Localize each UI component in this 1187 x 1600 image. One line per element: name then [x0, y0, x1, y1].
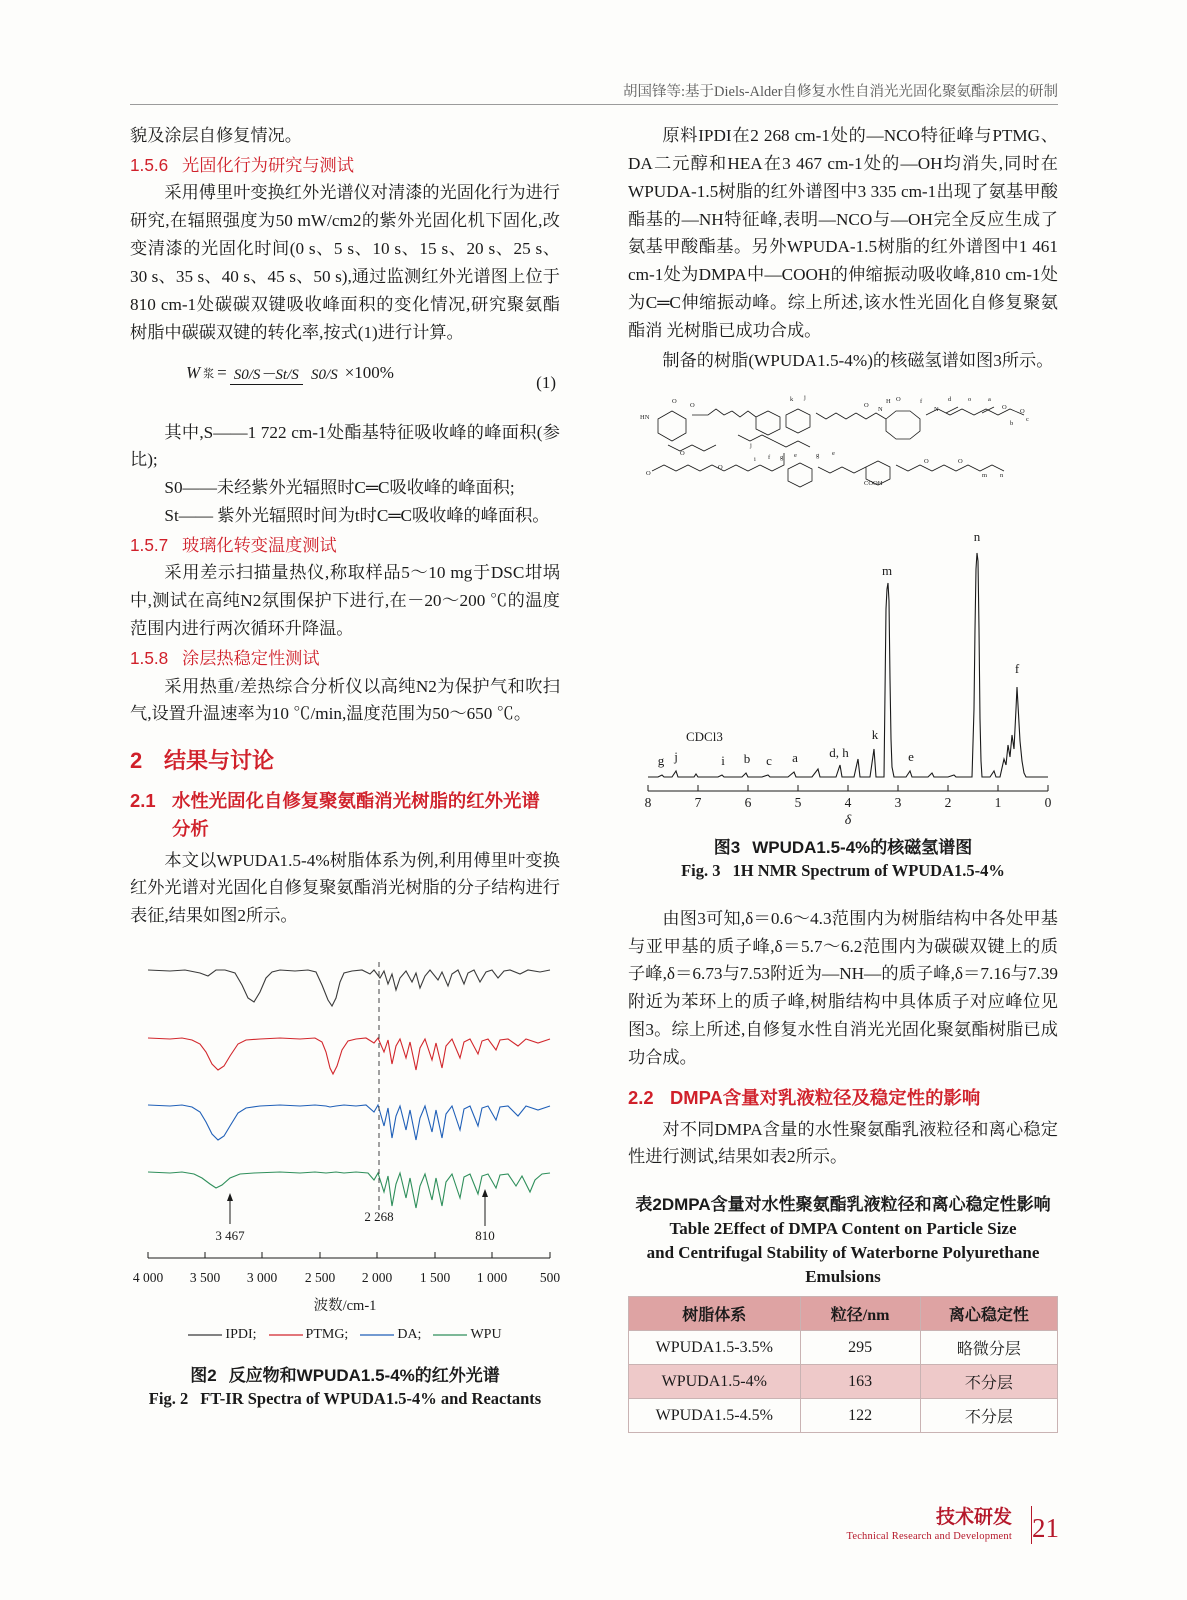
svg-text:O: O: [690, 401, 695, 409]
table-2-caption-en-line3: Emulsions: [805, 1266, 881, 1286]
heading-number: 1.5.7: [130, 534, 169, 555]
paragraph-1-5-6: 采用傅里叶变换红外光谱仪对清漆的光固化行为进行研究,在辐照强度为50 mW/cm2的紫外光固化机下固化,改变清漆的光固化时间(0 s、5 s、10 s、15 s、20 s、25 s、30 s、35 s、40 s、45 s、50 s),通过监测红外光谱图上位于810 cm-1处碳碳双键吸收峰面积的变化情况,研究聚氨酯树脂中碳碳双键的转化率,按式(1)进行计算。: [130, 183, 560, 342]
table-2-caption-cn: [628, 1193, 1058, 1217]
table-header-row: [629, 1297, 1058, 1331]
running-head: 胡国锋等:基于Diels-Alder自修复水性自消光光固化聚氨酯涂层的研制: [623, 84, 1058, 100]
paragraph-ftir-discussion: 原料IPDI在2 268 cm-1处的—NCO特征峰与PTMG、DA二元醇和HEA在3 467 cm-1处的—OH均消失,同时在WPUDA-1.5树脂的红外谱图中3 335 cm-1出现了氨基甲酸酯基的—NH特征峰,表明—NCO与—OH完全反应生成了氨基甲酸酯基。另外WPUDA-1.5树脂的红外谱图中1 461 cm-1处为DMPA中—COOH的伸缩振动吸收峰,810 cm-1处为C═C伸缩振动峰。综上所述,该水性光固化自修复聚氨酯消 光树脂已成功合成。: [628, 126, 1058, 341]
series-da: [148, 1105, 550, 1140]
footer-section-en: Technical Research and Development: [846, 1531, 1012, 1542]
svg-text:o: o: [968, 395, 972, 403]
fig2-x-axis-label: 波数/cm-1: [313, 1298, 377, 1315]
peak-label: j: [674, 748, 678, 764]
figure-2-caption: [130, 1361, 560, 1409]
x-tick-label: 4: [844, 794, 852, 810]
table-2-caption-en: [628, 1217, 1058, 1241]
paragraph-symbol-s0: S0——未经紫外光辐照时C═C吸收峰的峰面积;: [164, 478, 515, 498]
svg-text:f: f: [920, 397, 923, 405]
svg-text:O: O: [1020, 407, 1025, 415]
svg-text:f: f: [768, 453, 771, 461]
heading-section-2-2: [628, 1084, 1058, 1112]
table-row: [629, 1331, 1058, 1365]
svg-text:O: O: [646, 469, 651, 477]
x-tick-label: 8: [644, 794, 652, 810]
figure-2-label-en: Fig. 2: [148, 1389, 189, 1409]
cell-stability: 不分层: [920, 1399, 1057, 1433]
peak-label: m: [881, 562, 893, 578]
svg-text:O: O: [896, 395, 901, 403]
x-tick-label: 500: [539, 1270, 561, 1286]
paragraph-2-1: 本文以WPUDA1.5-4%树脂体系为例,利用傅里叶变换红外光谱对光固化自修复聚氨酯消光树脂的分子结构进行表征,结果如图2所示。: [130, 850, 560, 926]
equals-sign: =: [217, 363, 227, 383]
svg-text:H: H: [886, 397, 891, 405]
legend-swatch-ipdi: [188, 1331, 222, 1339]
peak-label: e: [908, 748, 914, 764]
ftir-spectra-plot: [130, 940, 560, 1270]
two-column-body: [130, 122, 1058, 1472]
column-header-resin-system: 树脂体系: [629, 1297, 801, 1331]
heading-1-5-6: [130, 152, 560, 180]
nmr-spectrum-plot: [628, 509, 1058, 829]
cell-stability: 略微分层: [920, 1331, 1057, 1365]
cell-resin-system: WPUDA1.5-3.5%: [629, 1331, 801, 1365]
svg-text:d: d: [948, 395, 952, 403]
legend-swatch-ptmg: [269, 1331, 303, 1339]
legend-item-da: [360, 1327, 421, 1343]
peak-label: d, h: [829, 744, 849, 760]
legend-label: PTMG;: [305, 1327, 349, 1343]
heading-section-2-1: [130, 787, 560, 842]
figure-3-caption-en: [628, 861, 1058, 881]
svg-text:m: m: [982, 471, 988, 479]
cell-resin-system: WPUDA1.5-4.5%: [629, 1399, 801, 1433]
annotation-label-810: 810: [475, 1228, 495, 1244]
svg-text:COOH: COOH: [864, 479, 883, 487]
right-column: [628, 122, 1058, 1433]
paragraph-continued: 貌及涂层自修复情况。: [130, 126, 302, 145]
svg-text:O: O: [864, 401, 869, 409]
x-tick-label: 3: [894, 794, 902, 810]
page-footer: [846, 1502, 1012, 1542]
structure-atom-labels: [640, 394, 1029, 487]
equation-lhs-subscript: 浆: [203, 368, 215, 381]
table-2-caption-en-line2: and Centrifugal Stability of Waterborne Polyurethane: [646, 1242, 1040, 1262]
figure-3-caption-cn: [628, 833, 1058, 858]
legend-item-ipdi: [188, 1327, 256, 1343]
cell-particle-size: 295: [800, 1331, 920, 1365]
legend-label: WPU: [470, 1327, 502, 1343]
paragraph-1-5-8: 采用热重/差热综合分析仪以高纯N2为保护气和吹扫气,设置升温速率为10 ℃/min,温度范围为50～650 ℃。: [130, 676, 560, 724]
equation-number: (1): [536, 372, 556, 392]
svg-text:b: b: [1010, 419, 1014, 427]
svg-text:g: g: [780, 453, 784, 461]
x-tick-label: 3 500: [189, 1270, 221, 1286]
table-2-label-en: Table 2: [669, 1219, 723, 1239]
heading-text: 结果与讨论: [164, 748, 275, 774]
table-2-label-cn: 表2: [635, 1195, 662, 1215]
series-ipdi: [148, 970, 550, 1006]
cell-resin-system: WPUDA1.5-4%: [629, 1365, 801, 1399]
figure-3-label-en: Fig. 3: [681, 860, 721, 880]
figure-2-title-en: FT-IR Spectra of WPUDA1.5-4% and Reactants: [200, 1389, 542, 1409]
x-tick-label: 2: [944, 794, 952, 810]
fig2-x-tick-labels: [130, 1270, 560, 1292]
equation-lhs: W: [186, 363, 201, 383]
x-tick-label: 3 000: [246, 1270, 278, 1286]
svg-text:e: e: [794, 451, 797, 459]
x-tick-label: 5: [794, 794, 802, 810]
table-row: [629, 1399, 1058, 1433]
peak-label: a: [792, 749, 798, 765]
heading-number: 1.5.6: [130, 154, 169, 175]
svg-text:c: c: [1026, 415, 1029, 423]
nmr-solvent-label: CDCl3: [686, 728, 723, 744]
x-tick-label: 2 500: [304, 1270, 336, 1286]
x-axis-ticks: [648, 785, 1048, 791]
equation-1: [130, 357, 560, 413]
paragraph-symbol-st: St—— 紫外光辐照时间为t时C═C吸收峰的峰面积。: [164, 506, 550, 526]
heading-number: 2.2: [628, 1086, 654, 1108]
column-header-particle-size: 粒径/nm: [800, 1297, 920, 1331]
cell-particle-size: 122: [800, 1399, 920, 1433]
footer-section-cn: 技术研发: [935, 1507, 1012, 1528]
svg-text:k: k: [790, 395, 794, 403]
svg-text:O: O: [672, 397, 677, 405]
figure-3-title-cn: WPUDA1.5-4%的核磁氢谱图: [752, 837, 973, 857]
table-2-block: [628, 1193, 1058, 1433]
nmr-x-tick-labels: [645, 795, 1052, 810]
svg-text:i: i: [754, 455, 756, 463]
table-2-title-cn: DMPA含量对水性聚氨酯乳液粒径和离心稳定性影响: [661, 1195, 1051, 1215]
paragraph-nmr-discussion: 由图3可知,δ＝0.6～4.3范围内为树脂结构中各处甲基与亚甲基的质子峰,δ＝5.7～6.2范围内为碳碳双键上的质子峰,δ＝6.73与7.53附近为—NH—的质子峰,δ＝7.16与7.39附近为苯环上的质子峰,树脂结构中具体质子对应峰位见图3。综上所述,自修复水性自消光光固化聚氨酯树脂已成功合成。: [628, 908, 1058, 1068]
annotation-label-2268: 2 268: [364, 1209, 394, 1225]
svg-text:j: j: [804, 393, 806, 401]
paragraph-2-2: 对不同DMPA含量的水性聚氨酯乳液粒径和离心稳定性进行测试,结果如表2所示。: [628, 1119, 1058, 1167]
figure-2: [130, 940, 560, 1409]
x-tick-label: 0: [1044, 794, 1052, 810]
legend-item-ptmg: [269, 1327, 349, 1343]
peak-label: b: [743, 750, 751, 766]
legend-label: DA;: [397, 1327, 422, 1343]
legend-label: IPDI;: [225, 1327, 257, 1343]
nmr-x-axis-label: δ: [844, 812, 852, 828]
heading-1-5-7: [130, 532, 560, 560]
figure-3-label-cn: 图3: [713, 837, 741, 857]
heading-text: 玻璃化转变温度测试: [182, 534, 337, 555]
svg-text:N: N: [934, 405, 939, 413]
svg-text:HN: HN: [640, 413, 650, 421]
figure-3: [628, 389, 1058, 881]
svg-text:O: O: [958, 457, 963, 465]
x-tick-label: 6: [744, 794, 752, 810]
x-axis-ticks: [148, 1252, 550, 1258]
table-2-caption: [628, 1193, 1058, 1288]
cell-stability: 不分层: [920, 1365, 1057, 1399]
heading-text: 光固化行为研究与测试: [182, 154, 354, 175]
figure-2-caption-cn: [130, 1361, 560, 1386]
legend-swatch-wpu: [433, 1331, 467, 1339]
cell-particle-size: 163: [800, 1365, 920, 1399]
peak-label: g: [657, 752, 665, 768]
x-tick-label: 1 500: [419, 1270, 451, 1286]
heading-number: 2: [130, 748, 143, 774]
heading-text: 水性光固化自修复聚氨酯消光树脂的红外光谱分析: [172, 790, 540, 839]
x-tick-label: 1: [994, 794, 1002, 810]
x-tick-label: 1 000: [476, 1270, 508, 1286]
equation-expression: [186, 363, 394, 384]
figure-2-title-cn: 反应物和WPUDA1.5-4%的红外光谱: [228, 1366, 500, 1386]
svg-text:g: g: [816, 451, 820, 459]
x-tick-label: 7: [694, 794, 702, 810]
paragraph-symbol-s: 其中,S——1 722 cm-1处酯基特征吸收峰的峰面积(参比);: [130, 422, 560, 470]
peak-label: i: [721, 752, 725, 768]
annotation-3467: [215, 1193, 245, 1243]
table-2-title-en-line1: Effect of DMPA Content on Particle Size: [722, 1219, 1017, 1239]
annotation-810: [475, 1189, 495, 1243]
column-header-stability: 离心稳定性: [920, 1297, 1057, 1331]
heading-1-5-8: [130, 645, 560, 673]
fraction-denominator: S0/S: [311, 366, 338, 383]
svg-text:O: O: [1002, 403, 1007, 411]
heading-text: DMPA含量对乳液粒径及稳定性的影响: [670, 1086, 981, 1108]
x-tick-label: 2 000: [361, 1270, 393, 1286]
x-tick-label: 4 000: [132, 1270, 164, 1286]
svg-text:O: O: [680, 449, 685, 457]
fig2-legend: [130, 1327, 560, 1343]
figure-3-title-en: 1H NMR Spectrum of WPUDA1.5-4%: [732, 860, 1005, 880]
annotation-label-3467: 3 467: [215, 1228, 245, 1244]
equation-multiplier: ×100%: [344, 363, 394, 383]
fraction: [230, 363, 342, 384]
heading-text: 涂层热稳定性测试: [182, 648, 320, 669]
figure-2-caption-en: [130, 1389, 560, 1409]
paragraph-nmr-intro: 制备的树脂(WPUDA1.5-4%)的核磁氢谱如图3所示。: [662, 350, 1054, 370]
heading-section-2: [130, 744, 560, 775]
svg-text:e: e: [832, 449, 835, 457]
figure-3-caption: [628, 833, 1058, 881]
figure-2-label-cn: 图2: [190, 1366, 217, 1386]
heading-number: 2.1: [130, 790, 156, 812]
svg-text:n: n: [1000, 471, 1004, 479]
annotation-2268: [364, 1209, 393, 1224]
page-number: 21: [1032, 1513, 1059, 1543]
peak-label: n: [973, 528, 981, 544]
peak-label: c: [766, 752, 772, 768]
fraction-numerator: S0/S－St/S: [230, 367, 303, 385]
header-rule: [130, 104, 1058, 105]
svg-text:N: N: [878, 405, 883, 413]
table-row: [629, 1365, 1058, 1399]
paragraph-1-5-7: 采用差示扫描量热仪,称取样品5～10 mg于DSC坩埚中,测试在高纯N2氛围保护下进行,在－20～200 ℃的温度范围内进行两次循环升降温。: [130, 563, 560, 639]
svg-text:j: j: [750, 441, 752, 449]
svg-text:O: O: [718, 463, 723, 471]
heading-number: 1.5.8: [130, 648, 169, 669]
series-ptmg: [148, 1038, 550, 1074]
peak-label: f: [1014, 660, 1020, 676]
legend-item-wpu: [433, 1327, 501, 1343]
chemical-structure-diagram: [628, 389, 1058, 509]
series-wpu: [148, 1172, 550, 1208]
legend-swatch-da: [360, 1331, 394, 1339]
svg-text:a: a: [988, 395, 991, 403]
left-column: [130, 122, 560, 1409]
svg-text:O: O: [924, 457, 929, 465]
table-2: [628, 1296, 1058, 1433]
peak-label: k: [871, 726, 879, 742]
